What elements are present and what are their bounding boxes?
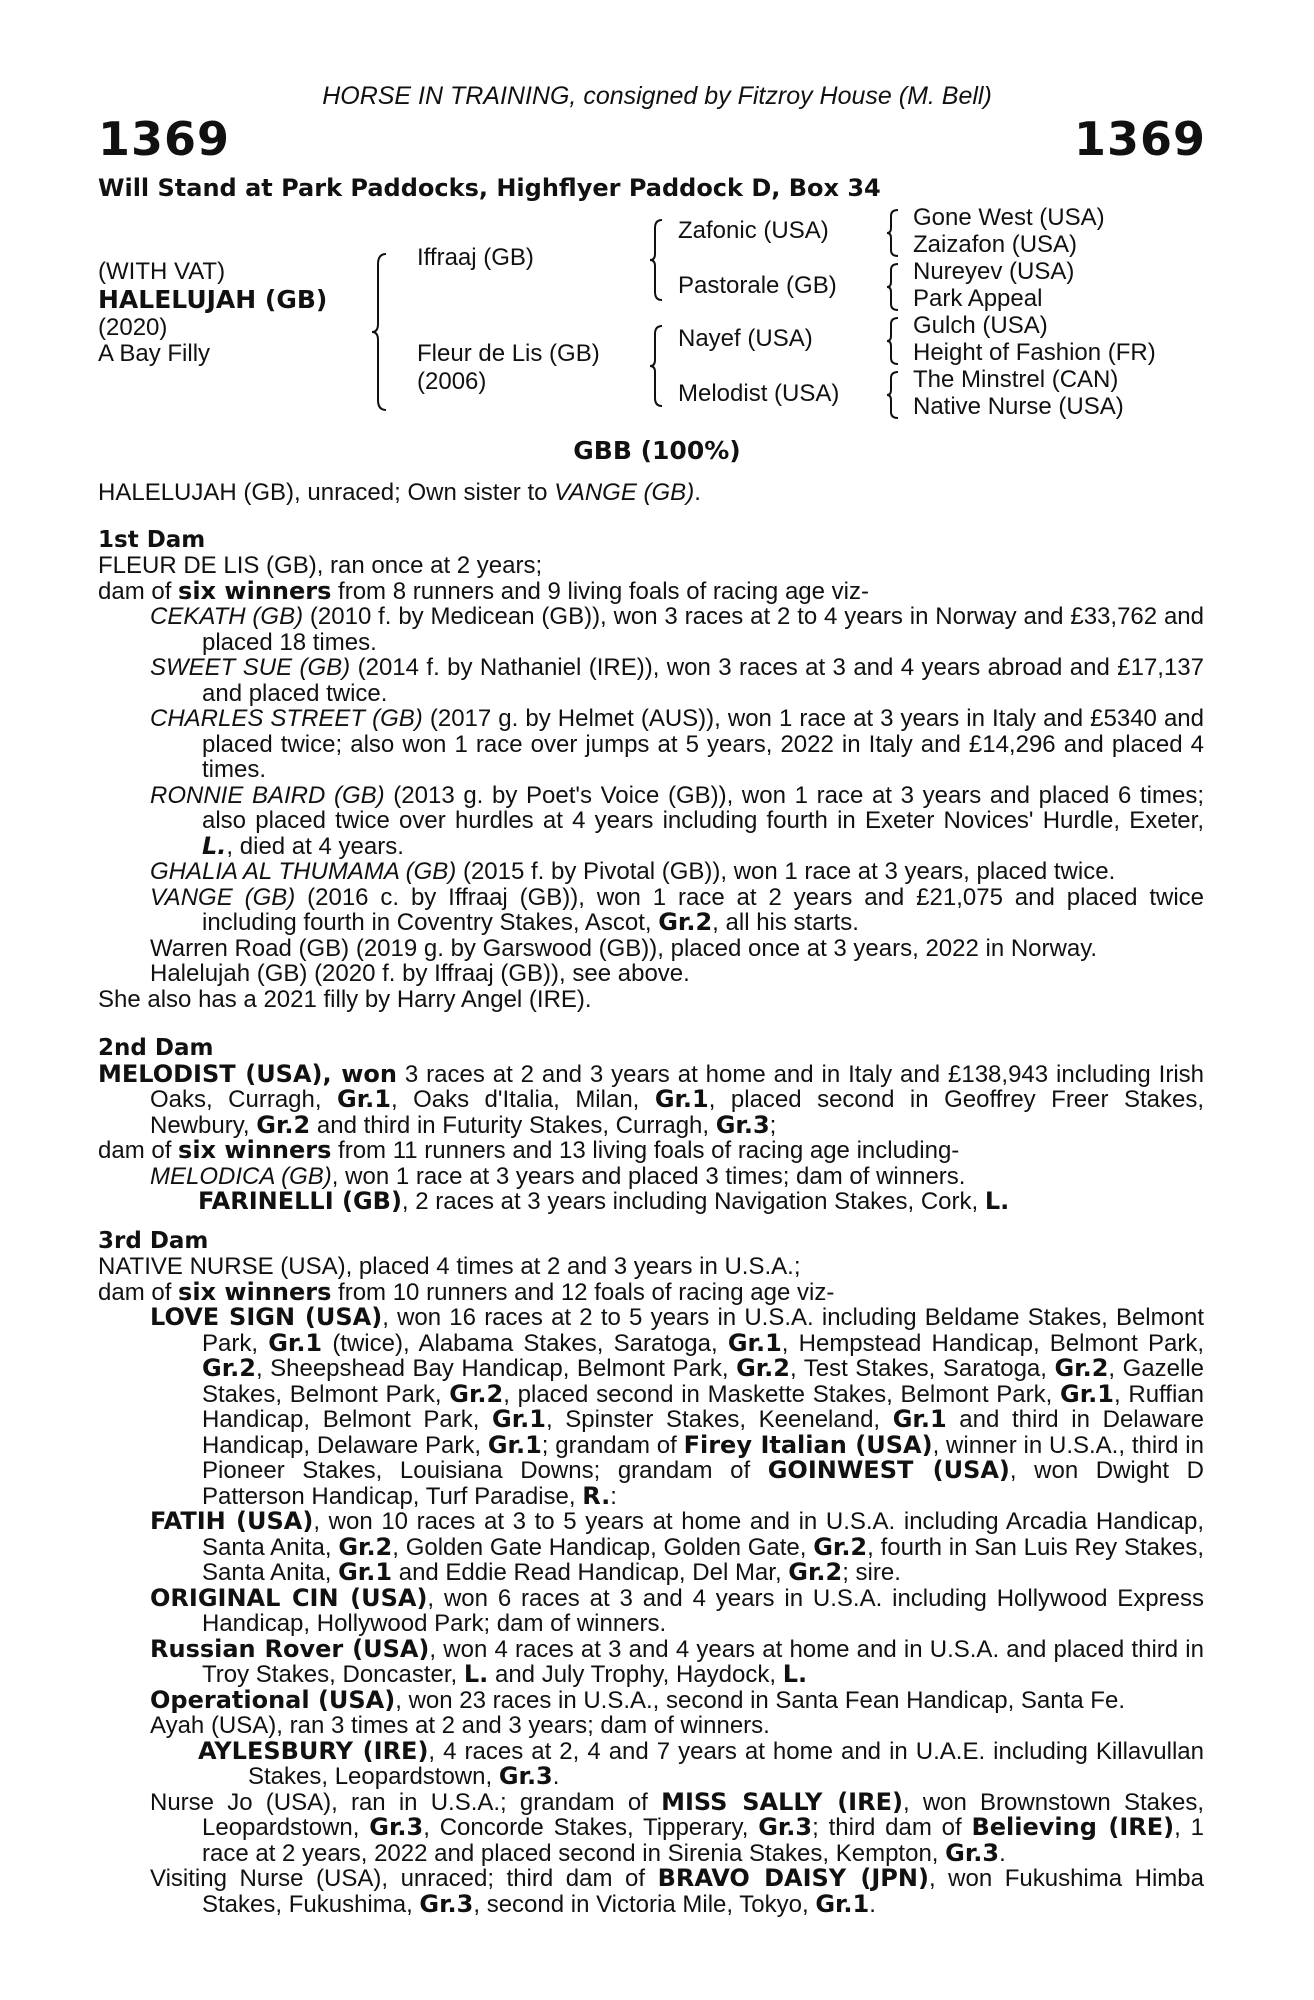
pedigree-brace-g34 (885, 262, 901, 312)
list-item: Halelujah (GB) (2020 f. by Iffraaj (GB)), see above. (150, 960, 690, 987)
pedigree-brace-g56 (885, 316, 901, 366)
second-dam-heading: 2nd Dam (98, 1035, 214, 1061)
second-dam-produce: dam of six winners from 11 runners and 13 living foals of racing age including- (98, 1136, 960, 1164)
sire-sire-name: Zafonic (USA) (678, 217, 829, 244)
list-item: RONNIE BAIRD (GB) (2013 g. by Poet's Voice (GB)), won 1 race at 3 years and placed 6 times; also placed twice over hurdles at 4 years including fourth in Exeter Novices' Hurdle, Exeter, L., died at 4 years. (150, 781, 1205, 860)
granddam-6: Height of Fashion (FR) (913, 339, 1156, 366)
sire-dam-name: Pastorale (GB) (678, 272, 837, 299)
list-item: Visiting Nurse (USA), unraced; third dam of BRAVO DAISY (JPN), won Fukushima Himba Stakes, Fukushima, Gr.3, second in Victoria Mile, Tokyo, Gr.1. (150, 1864, 1204, 1918)
granddam-4: Park Appeal (913, 285, 1043, 312)
first-dam-produce: dam of six winners from 8 runners and 9 living foals of racing age viz- (98, 576, 869, 605)
pedigree-brace-g12 (885, 208, 901, 258)
pedigree-brace-main (370, 252, 390, 412)
horse-year: (2020) (98, 314, 168, 341)
third-dam-produce: dam of six winners from 10 runners and 12 foals of racing age viz- (98, 1277, 835, 1306)
second-dam-record: MELODIST (USA), won 3 races at 2 and 3 years at home and in Italy and £138,943 including Irish Oaks, Curragh, Gr.1, Oaks d'Italia, Milan, Gr.1, placed second in Geoffrey Freer Stakes, Newbury, Gr.2 and third in Futurity Stakes, Curragh, Gr.3; (98, 1059, 1205, 1139)
list-item: VANGE (GB) (2016 c. by Iffraaj (GB)), won 1 race at 2 years and £21,075 and placed twice including fourth in Coventry Stakes, Ascot, Gr.2, all his starts. (150, 883, 1204, 936)
list-item: CEKATH (GB) (2010 f. by Medicean (GB)), won 3 races at 2 to 4 years in Norway and £33,762 and placed 18 times. (150, 603, 1204, 656)
lot-number-right: 1369 (1073, 112, 1206, 166)
horse-description: A Bay Filly (98, 340, 211, 367)
catalogue-body (98, 480, 1204, 1917)
dam-year: (2006) (417, 368, 487, 395)
list-item: GHALIA AL THUMAMA (GB) (2015 f. by Pivotal (GB)), won 1 race at 3 years, placed twice. (150, 858, 1116, 885)
third-dam-line: NATIVE NURSE (USA), placed 4 times at 2 and 3 years in U.S.A.; (98, 1253, 801, 1280)
list-item: Nurse Jo (USA), ran in U.S.A.; grandam of MISS SALLY (IRE), won Brownstown Stakes, Leopardstown, Gr.3, Concorde Stakes, Tipperary, Gr.3; third dam of Believing (IRE), 1 race at 2 years, 2022 and placed second in Sirenia Stakes, Kempton, Gr.3. (150, 1787, 1205, 1867)
granddam-2: Zaizafon (USA) (913, 231, 1078, 258)
list-item: Ayah (USA), ran 3 times at 2 and 3 years; dam of winners. (150, 1712, 770, 1739)
stand-location: Will Stand at Park Paddocks, Highflyer Paddock D, Box 34 (98, 174, 881, 202)
list-item: CHARLES STREET (GB) (2017 g. by Helmet (AUS)), won 1 race at 3 years in Italy and £5340 and placed twice; also won 1 race over jumps at 5 years, 2022 in Italy and £14,296 and placed 4 times. (150, 705, 1205, 783)
list-item: FARINELLI (GB), 2 races at 3 years including Navigation Stakes, Cork, L. (198, 1187, 1010, 1215)
consignment-line: HORSE IN TRAINING, consigned by Fitzroy House (M. Bell) (322, 82, 992, 110)
list-item: AYLESBURY (IRE), 4 races at 2, 4 and 7 years at home and in U.A.E. including Killavullan Stakes, Leopardstown, Gr.3. (198, 1736, 1204, 1790)
list-item: Russian Rover (USA), won 4 races at 3 and 4 years at home and in U.S.A. and placed third in Troy Stakes, Doncaster, L. and July Trophy, Haydock, L. (150, 1634, 1204, 1688)
dam-name: Fleur de Lis (GB) (417, 340, 600, 367)
list-item: SWEET SUE (GB) (2014 f. by Nathaniel (IRE)), won 3 races at 3 and 4 years abroad and £17,137 and placed twice. (150, 654, 1204, 707)
first-dam-line: FLEUR DE LIS (GB), ran once at 2 years; (98, 552, 543, 579)
first-dam-also: She also has a 2021 filly by Harry Angel (IRE). (98, 985, 592, 1013)
grandsire-7: The Minstrel (CAN) (913, 366, 1119, 393)
sire-name: Iffraaj (GB) (417, 244, 534, 271)
list-item: Warren Road (GB) (2019 g. by Garswood (GB)), placed once at 3 years, 2022 in Norway. (150, 934, 1098, 962)
grandsire-3: Nureyev (USA) (913, 258, 1075, 285)
vat-label: (WITH VAT) (98, 258, 226, 285)
grandsire-1: Gone West (USA) (913, 204, 1105, 231)
grandsire-5: Gulch (USA) (913, 312, 1048, 339)
list-item: FATIH (USA), won 10 races at 3 to 5 years at home and in U.S.A. including Arcadia Handicap, Santa Anita, Gr.2, Golden Gate Handicap, Golden Gate, Gr.2, fourth in San Luis Rey Stakes, Santa Anita, Gr.1 and Eddie Read Handicap, Del Mar, Gr.2; sire. (150, 1507, 1204, 1586)
list-item: Operational (USA), won 23 races in U.S.A., second in Santa Fean Handicap, Santa Fe. (150, 1685, 1125, 1714)
pedigree-brace-g78 (885, 370, 901, 420)
breeding-code: GBB (100%) (573, 436, 741, 465)
dam-sire-name: Nayef (USA) (678, 325, 813, 352)
lot-number-left: 1369 (98, 112, 231, 166)
pedigree-brace-sire (648, 218, 666, 302)
list-item: MELODICA (GB), won 1 race at 3 years and placed 3 times; dam of winners. (150, 1162, 966, 1190)
third-dam-heading: 3rd Dam (98, 1227, 209, 1254)
intro-line: HALELUJAH (GB), unraced; Own sister to VANGE (GB). (98, 479, 701, 506)
list-item: ORIGINAL CIN (USA), won 6 races at 3 and 4 years in U.S.A. including Hollywood Express Handicap, Hollywood Park; dam of winners. (150, 1583, 1204, 1637)
pedigree-brace-dam (648, 324, 666, 408)
horse-name: HALELUJAH (GB) (98, 285, 328, 314)
granddam-8: Native Nurse (USA) (913, 393, 1124, 420)
list-item: LOVE SIGN (USA), won 16 races at 2 to 5 years in U.S.A. including Beldame Stakes, Belmont Park, Gr.1 (twice), Alabama Stakes, Saratoga, Gr.1, Hempstead Handicap, Belmont Park, Gr.2, Sheepshead Bay Handicap, Belmont Park, Gr.2, Test Stakes, Saratoga, Gr.2, Gazelle Stakes, Belmont Park, Gr.2, placed second in Maskette Stakes, Belmont Park, Gr.1, Ruffian Handicap, Belmont Park, Gr.1, Spinster Stakes, Keeneland, Gr.1 and third in Delaware Handicap, Delaware Park, Gr.1; grandam of Firey Italian (USA), winner in U.S.A., third in Pioneer Stakes, Louisiana Downs; grandam of GOINWEST (USA), won Dwight D Patterson Handicap, Turf Paradise, R.: (150, 1303, 1205, 1510)
first-dam-heading: 1st Dam (98, 526, 206, 553)
dam-dam-name: Melodist (USA) (678, 380, 840, 407)
